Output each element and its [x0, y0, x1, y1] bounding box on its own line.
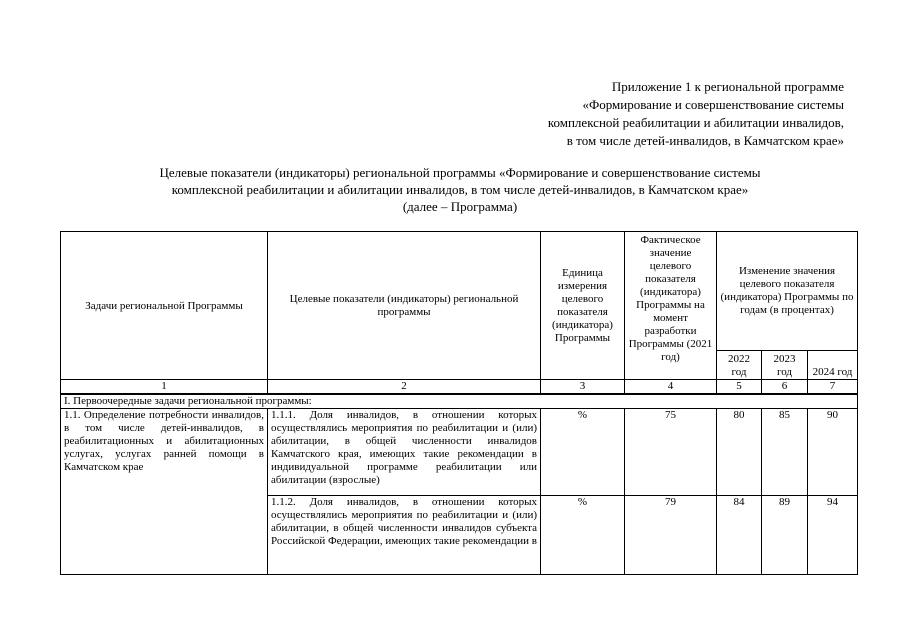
header-year-2024: 2024 год	[808, 351, 858, 380]
section-title: I. Первоочередные задачи региональной программы:	[61, 394, 858, 409]
actual-value-cell: 75	[625, 409, 717, 496]
column-number: 5	[717, 380, 762, 395]
indicator-cell: 1.1.2. Доля инвалидов, в отношении которых осуществлялись мероприятия по реабилитации и (или) абилитации, в общей численности инвалидов субъекта Российской Федерации, имеющих такие рекомендации в	[268, 496, 541, 575]
value-2022-cell: 80	[717, 409, 762, 496]
header-unit: Единица измерения целевого показателя (индикатора) Программы	[541, 232, 625, 380]
column-number: 7	[808, 380, 858, 395]
title-line: комплексной реабилитации и абилитации инвалидов, в том числе детей-инвалидов, в Камчатском крае»	[171, 182, 749, 197]
column-number: 3	[541, 380, 625, 395]
appendix-line: в том числе детей-инвалидов, в Камчатском крае»	[566, 133, 844, 148]
header-actual: Фактическое значение целевого показателя (индикатора) Программы на момент разработки Программы (2021 год)	[625, 232, 717, 380]
document-title	[80, 164, 840, 215]
title-line: (далее – Программа)	[402, 199, 518, 214]
value-2024-cell: 90	[808, 409, 858, 496]
header-tasks: Задачи региональной Программы	[61, 232, 268, 380]
value-2022-cell: 84	[717, 496, 762, 575]
header-change: Изменение значения целевого показателя (индикатора) Программы по годам (в процентах)	[717, 232, 858, 351]
column-number: 2	[268, 380, 541, 395]
column-numbers-row	[61, 380, 858, 395]
header-indicators: Целевые показатели (индикаторы) региональной программы	[268, 232, 541, 380]
appendix-note	[404, 78, 844, 150]
column-number: 6	[762, 380, 808, 395]
value-2023-cell: 89	[762, 496, 808, 575]
unit-cell: %	[541, 409, 625, 496]
value-2024-cell: 94	[808, 496, 858, 575]
table-row	[61, 409, 858, 496]
indicators-table	[60, 231, 858, 575]
appendix-line: Приложение 1 к региональной программе	[611, 79, 844, 94]
actual-value-cell: 79	[625, 496, 717, 575]
column-number: 4	[625, 380, 717, 395]
task-cell: 1.1. Определение потребности инвалидов, в том числе детей-инвалидов, в реабилитационных и абилитационных услугах, услугах ранней помощи в Камчатском крае	[61, 409, 268, 575]
appendix-line: «Формирование и совершенствование системы	[582, 97, 844, 112]
header-row	[61, 232, 858, 351]
header-year-2023: 2023 год	[762, 351, 808, 380]
appendix-line: комплексной реабилитации и абилитации инвалидов,	[547, 115, 844, 130]
section-row	[61, 394, 858, 409]
indicator-cell: 1.1.1. Доля инвалидов, в отношении которых осуществлялись мероприятия по реабилитации и (или) абилитации, в общей численности инвалидов Камчатского края, имеющих такие рекомендации в индивидуальной программе реабилитации или абилитации (взрослые)	[268, 409, 541, 496]
unit-cell: %	[541, 496, 625, 575]
title-line: Целевые показатели (индикаторы) региональной программы «Формирование и совершенствование системы	[159, 165, 761, 180]
value-2023-cell: 85	[762, 409, 808, 496]
header-year-2022: 2022 год	[717, 351, 762, 380]
column-number: 1	[61, 380, 268, 395]
